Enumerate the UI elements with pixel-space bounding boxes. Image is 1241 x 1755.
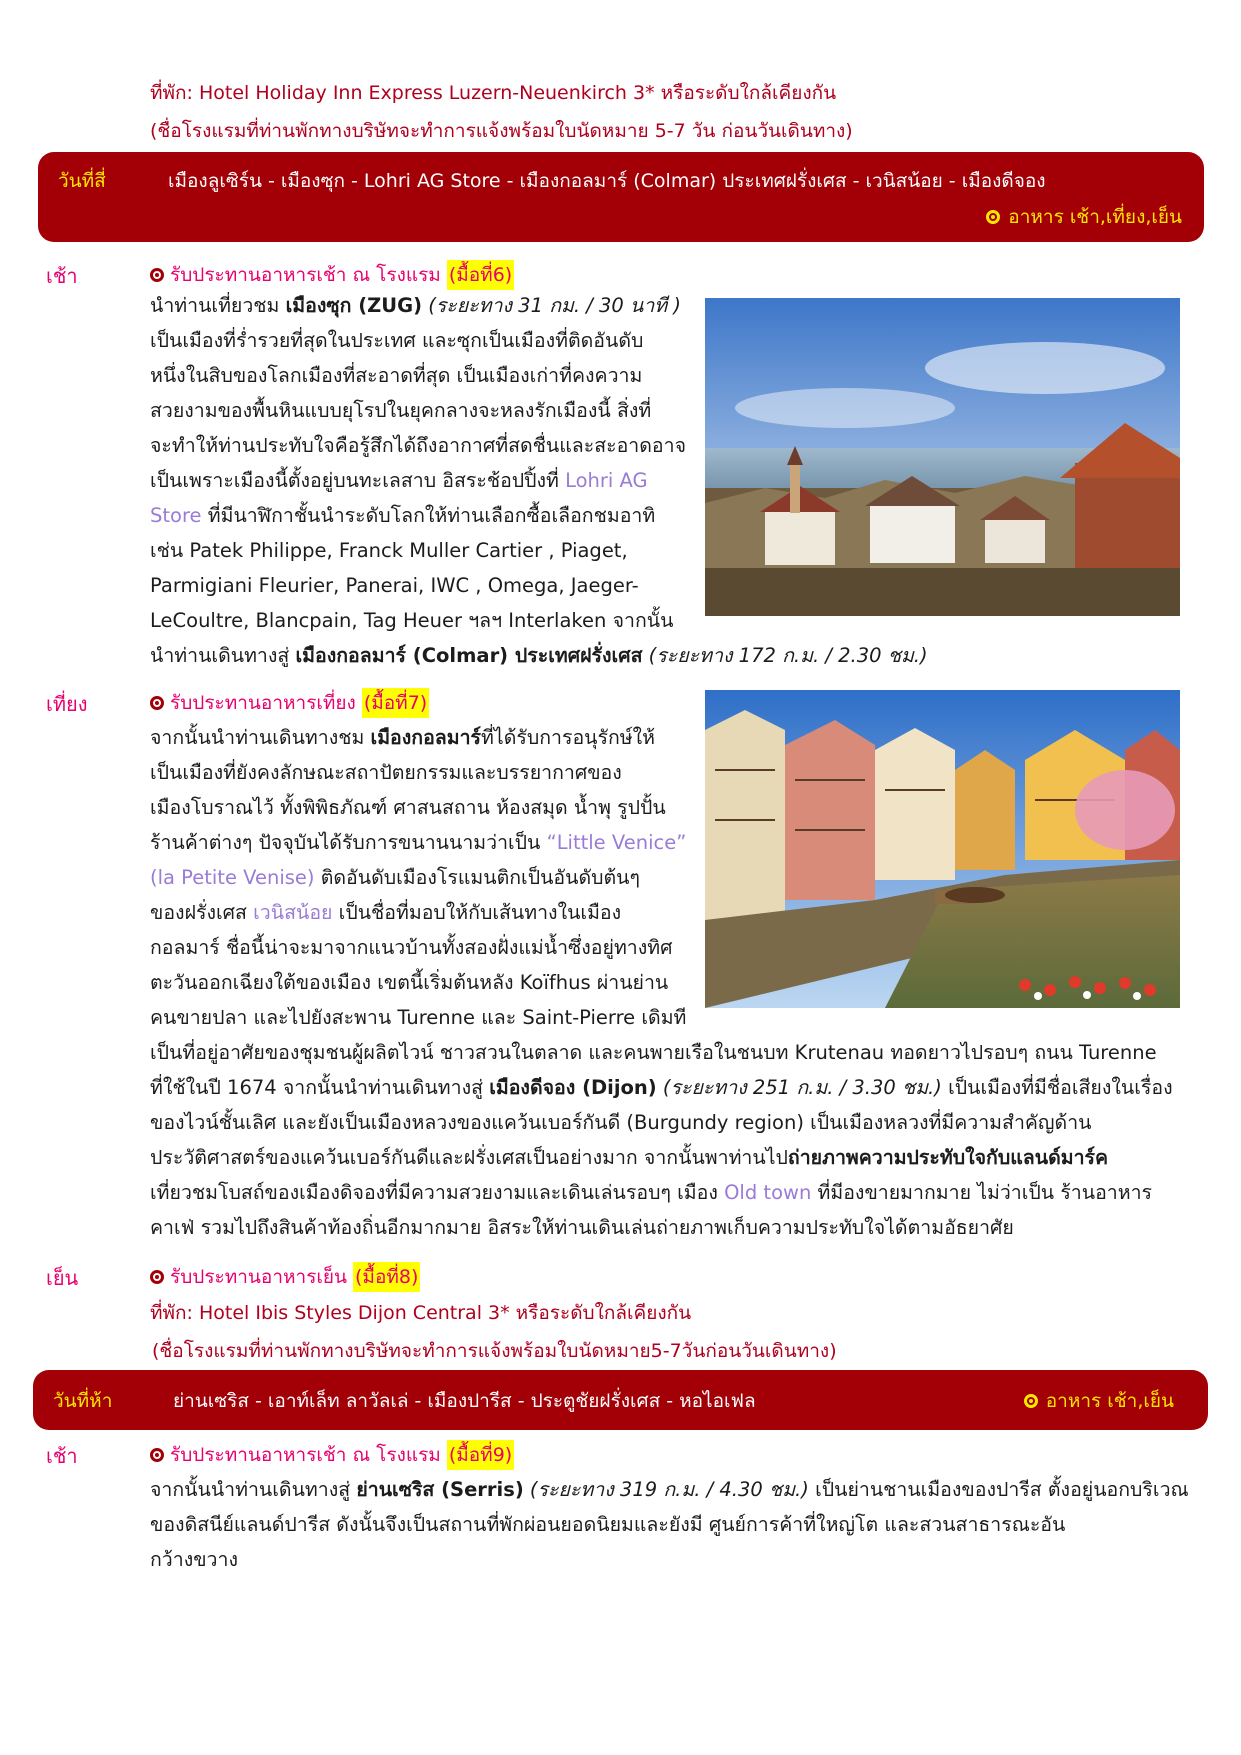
meal-dinner-no: (มื้อที่8) bbox=[353, 1262, 420, 1292]
dijon-line: ที่ใช้ในปี 1674 จากนั้นนำท่านเดินทางสู่ bbox=[150, 1076, 490, 1099]
colmar-line: เป็นชื่อที่มอบให้กับเส้นทางในเมือง bbox=[332, 901, 622, 924]
colmar-line: ของฝรั่งเศส bbox=[150, 901, 254, 924]
dijon-paragraph bbox=[150, 1035, 1190, 1245]
day5-time-morning: เช้า bbox=[46, 1444, 78, 1468]
zug-distance: (ระยะทาง 31 กม. / 30 นาที ) bbox=[422, 294, 681, 317]
brands-line: LeCoultre, Blancpain, Tag Heuer ฯลฯ Interlaken จากนั้น bbox=[150, 609, 674, 632]
day4-meals bbox=[986, 202, 1182, 232]
day3-hotel-line1: ที่พัก: Hotel Holiday Inn Express Luzern-Neuenkirch 3* หรือระดับใกล้เคียงกัน bbox=[150, 82, 837, 104]
meal-plate-icon bbox=[150, 696, 164, 710]
zug-line: สวยงามของพื้นหินแบบยุโรปในยุคกลางจะหลงรักเมืองนี้ สิ่งที่ bbox=[150, 399, 652, 422]
colmar-photo bbox=[705, 690, 1180, 1008]
zug-paragraph bbox=[150, 288, 690, 638]
zug-line: หนึ่งในสิบของโลกเมืองที่สะอาดที่สุด เป็นเมืองเก่าที่คงความ bbox=[150, 364, 643, 387]
petite-venise-link[interactable]: (la Petite Venise) bbox=[150, 866, 315, 889]
serris-line: กว้างขวาง bbox=[150, 1548, 238, 1571]
colmar-line: เมืองโบราณไว้ ทั้งพิพิธภัณฑ์ ศาสนสถาน ห้องสมุด น้ำพุ รูปปั้น bbox=[150, 796, 666, 819]
dijon-line: ประวัติศาสตร์ของแคว้นเบอร์กันดีและฝรั่งเศสเป็นอย่างมาก จากนั้นพาท่านไป bbox=[150, 1146, 788, 1169]
dijon-line: ของไวน์ชั้นเลิศ และยังเป็นเมืองหลวงของแคว้นเบอร์กันดี (Burgundy region) เป็นเมืองหลวงที่มีความสำคัญด้าน bbox=[150, 1111, 1092, 1134]
time-morning: เช้า bbox=[46, 264, 78, 288]
day5-route: ย่านเซริส - เอาท์เล็ท ลาวัลเล่ - เมืองปารีส - ประตูชัยฝรั่งเศส - หอไอเฟล bbox=[173, 1390, 756, 1412]
day4-header-bar bbox=[38, 152, 1204, 242]
colmar-line: จากนั้นนำท่านเดินทางชม bbox=[150, 726, 371, 749]
day3-hotel-line2: (ชื่อโรงแรมที่ท่านพักทางบริษัทจะทำการแจ้งพร้อมใบนัดหมาย 5-7 วัน ก่อนวันเดินทาง) bbox=[150, 120, 853, 142]
dijon-place: เมืองดีจอง (Dijon) bbox=[489, 1076, 657, 1099]
day4-hotel-line2: (ชื่อโรงแรมที่ท่านพักทางบริษัทจะทำการแจ้งพร้อมใบนัดหมาย5-7วันก่อนวันเดินทาง) bbox=[152, 1340, 837, 1362]
to-colmar-text: นำท่านเดินทางสู่ bbox=[150, 644, 296, 667]
lohri-store-link[interactable]: Store bbox=[150, 504, 202, 527]
day5-label: วันที่ห้า bbox=[53, 1390, 113, 1412]
serris-line: เป็นย่านชานเมืองของปารีส ตั้งอยู่นอกบริเวณ bbox=[808, 1478, 1189, 1501]
dijon-line: เที่ยวชมโบสถ์ของเมืองดิจองที่มีความสวยงามและเดินเล่นรอบๆ เมือง bbox=[150, 1181, 725, 1204]
landmark-text: ถ่ายภาพความประทับใจกับแลนด์มาร์ค bbox=[787, 1146, 1109, 1169]
day4-label: วันที่สี่ bbox=[58, 170, 106, 192]
zug-line: เป็นเพราะเมืองนี้ตั้งอยู่บนทะเลสาบ อิสระช้อปปิ้งที่ bbox=[150, 469, 566, 492]
meal-dinner-text: รับประทานอาหารเย็น bbox=[170, 1266, 348, 1288]
meal-dinner bbox=[150, 1262, 420, 1292]
zug-line: เป็นเมืองที่ร่ำรวยที่สุดในประเทศ และซุกเป็นเมืองที่ติดอันดับ bbox=[150, 329, 644, 352]
serris-distance: (ระยะทาง 319 ก.ม. / 4.30 ชม.) bbox=[523, 1478, 809, 1501]
day4-route: เมืองลูเซิร์น - เมืองซุก - Lohri AG Store - เมืองกอลมาร์ (Colmar) ประเทศฝรั่งเศส - เวนิสน้อย - เมืองดีจอง bbox=[168, 170, 1046, 192]
meal-plate-icon bbox=[986, 210, 1000, 224]
colmar-line: คนขายปลา และไปยังสะพาน Turenne และ Saint-Pierre เดิมที bbox=[150, 1006, 687, 1029]
meal-lunch-text: รับประทานอาหารเที่ยง bbox=[170, 692, 356, 714]
dijon-line: เป็นที่อยู่อาศัยของชุมชนผู้ผลิตไวน์ ชาวสวนในตลาด และคนพายเรือในชนบท Krutenau ทอดยาวไปรอบๆ ถนน Turenne bbox=[150, 1041, 1157, 1064]
meal-lunch-no: (มื้อที่7) bbox=[362, 688, 429, 718]
brands-line: เช่น Patek Philippe, Franck Muller Cartier , Piaget, bbox=[150, 539, 628, 562]
colmar-line: ตะวันออกเฉียงใต้ของเมือง เขตนี้เริ่มต้นหลัง Koïfhus ผ่านย่าน bbox=[150, 971, 669, 994]
meal-breakfast-text: รับประทานอาหารเช้า ณ โรงแรม bbox=[170, 264, 441, 286]
dijon-distance: (ระยะทาง 251 ก.ม. / 3.30 ชม.) bbox=[656, 1076, 942, 1099]
to-colmar-place: เมืองกอลมาร์ (Colmar) ประเทศฝรั่งเศส bbox=[295, 644, 643, 667]
colmar-line: ติดอันดับเมืองโรแมนติกเป็นอันดับต้นๆ bbox=[314, 866, 640, 889]
colmar-place: เมืองกอลมาร์ bbox=[370, 726, 482, 749]
to-colmar-distance: (ระยะทาง 172 ก.ม. / 2.30 ชม.) bbox=[642, 644, 928, 667]
day5-meal-breakfast-no: (มื้อที่9) bbox=[447, 1440, 514, 1470]
day5-meals-text: อาหาร เช้า,เย็น bbox=[1045, 1390, 1174, 1412]
meal-plate-icon bbox=[1024, 1394, 1038, 1408]
serris-paragraph bbox=[150, 1472, 1190, 1577]
zug-photo bbox=[705, 298, 1180, 616]
zug-line: จะทำให้ท่านประทับใจคือรู้สึกได้ถึงอากาศที่สดชื่นและสะอาดอาจ bbox=[150, 434, 687, 457]
time-evening: เย็น bbox=[46, 1266, 79, 1290]
lohri-store-link[interactable]: Lohri AG bbox=[565, 469, 648, 492]
dijon-line: คาเฟ่ รวมไปถึงสินค้าท้องถิ่นอีกมากมาย อิสระให้ท่านเดินเล่นถ่ายภาพเก็บความประทับใจได้ตามอัธยาศัย bbox=[150, 1216, 1014, 1239]
day5-header-bar bbox=[33, 1370, 1208, 1430]
dijon-line: ที่มีองขายมากมาย ไม่ว่าเป็น ร้านอาหาร bbox=[811, 1181, 1153, 1204]
meal-plate-icon bbox=[150, 1448, 164, 1462]
colmar-line: ร้านค้าต่างๆ ปัจจุบันได้รับการขนานนามว่าเป็น bbox=[150, 831, 547, 854]
day4-hotel-line1: ที่พัก: Hotel Ibis Styles Dijon Central 3* หรือระดับใกล้เคียงกัน bbox=[150, 1302, 692, 1324]
zug-intro: นำท่านเที่ยวชม bbox=[150, 294, 286, 317]
colmar-line: กอลมาร์ ชื่อนี้น่าจะมาจากแนวบ้านทั้งสองฝั่งแม่น้ำซึ่งอยู่ทางทิศ bbox=[150, 936, 673, 959]
colmar-paragraph bbox=[150, 720, 690, 1035]
colmar-line: เป็นเมืองที่ยังคงลักษณะสถาปัตยกรรมและบรรยากาศของ bbox=[150, 761, 622, 784]
meal-plate-icon bbox=[150, 268, 164, 282]
old-town-link[interactable]: Old town bbox=[724, 1181, 812, 1204]
colmar-line: ที่ได้รับการอนุรักษ์ให้ bbox=[481, 726, 655, 749]
meal-breakfast bbox=[150, 260, 514, 290]
dijon-line: เป็นเมืองที่มีชื่อเสียงในเรื่อง bbox=[941, 1076, 1173, 1099]
serris-line: จากนั้นนำท่านเดินทางสู่ bbox=[150, 1478, 357, 1501]
to-colmar-line bbox=[150, 638, 1150, 673]
little-venice-link[interactable]: “Little Venice” bbox=[546, 831, 687, 854]
meal-plate-icon bbox=[150, 1270, 164, 1284]
serris-place: ย่านเซริส (Serris) bbox=[356, 1478, 524, 1501]
venice-noi-link[interactable]: เวนิสน้อย bbox=[253, 901, 333, 924]
day5-meal-breakfast bbox=[150, 1440, 514, 1470]
day5-meal-breakfast-text: รับประทานอาหารเช้า ณ โรงแรม bbox=[170, 1444, 441, 1466]
serris-line: ของดิสนีย์แลนด์ปารีส ดังนั้นจึงเป็นสถานที่พักผ่อนยอดนิยมและยังมี ศูนย์การค้าที่ใหญ่โต และสวนสาธารณะอัน bbox=[150, 1513, 1066, 1536]
zug-place: เมืองซุก (ZUG) bbox=[285, 294, 422, 317]
time-noon: เที่ยง bbox=[46, 692, 88, 716]
meal-lunch bbox=[150, 688, 429, 718]
zug-line: ที่มีนาฬิกาชั้นนำระดับโลกให้ท่านเลือกซื้อเลือกชมอาทิ bbox=[201, 504, 656, 527]
day5-meals bbox=[1024, 1386, 1174, 1416]
meal-breakfast-no: (มื้อที่6) bbox=[447, 260, 514, 290]
brands-line: Parmigiani Fleurier, Panerai, IWC , Omega, Jaeger- bbox=[150, 574, 639, 597]
day4-meals-text: อาหาร เช้า,เที่ยง,เย็น bbox=[1008, 206, 1182, 228]
